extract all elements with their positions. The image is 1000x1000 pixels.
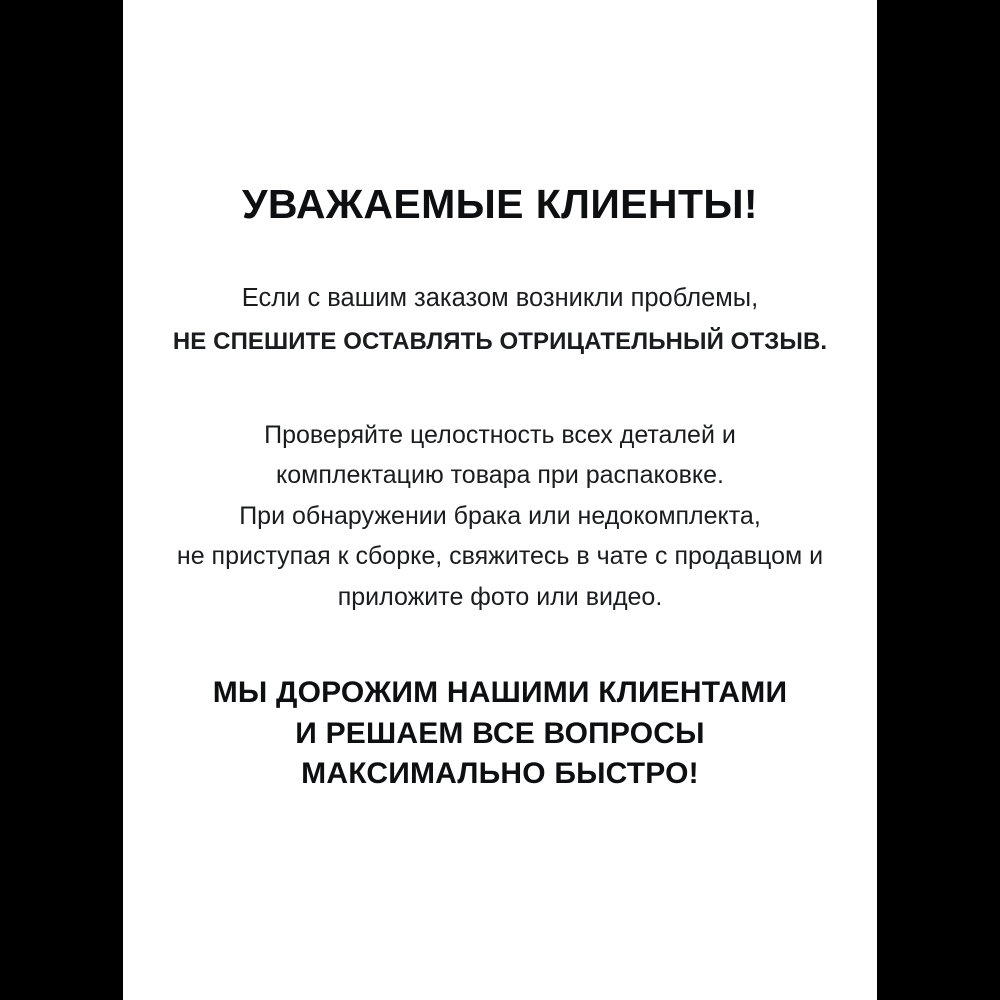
body-paragraph	[150, 415, 850, 618]
intro-line-1: Если с вашим заказом возникли проблемы,	[241, 284, 759, 313]
closing-line-2: И РЕШАЕМ ВСЕ ВОПРОСЫ	[295, 716, 705, 750]
body-line-2: комплектацию товара при распаковке.	[276, 461, 724, 490]
body-line-4: не приступая к сборке, свяжитесь в чате с продавцом и	[176, 542, 824, 571]
closing-line-1: МЫ ДОРОЖИМ НАШИМИ КЛИЕНТАМИ	[212, 676, 788, 710]
poster-content	[150, 0, 850, 795]
poster-sheet	[123, 0, 877, 1000]
closing-paragraph	[150, 673, 850, 795]
body-line-3: При обнаружении брака или недокомплекта,	[239, 501, 761, 530]
intro-paragraph	[150, 279, 850, 360]
page-title: УВАЖАЕМЫЕ КЛИЕНТЫ!	[242, 181, 758, 227]
intro-line-2-bold: НЕ СПЕШИТЕ ОСТАВЛЯТЬ ОТРИЦАТЕЛЬНЫЙ ОТЗЫВ.	[172, 327, 828, 355]
body-line-1: Проверяйте целостность всех деталей и	[264, 420, 736, 449]
body-line-5: приложите фото или видео.	[337, 582, 663, 611]
closing-line-3: МАКСИМАЛЬНО БЫСТРО!	[301, 757, 699, 791]
